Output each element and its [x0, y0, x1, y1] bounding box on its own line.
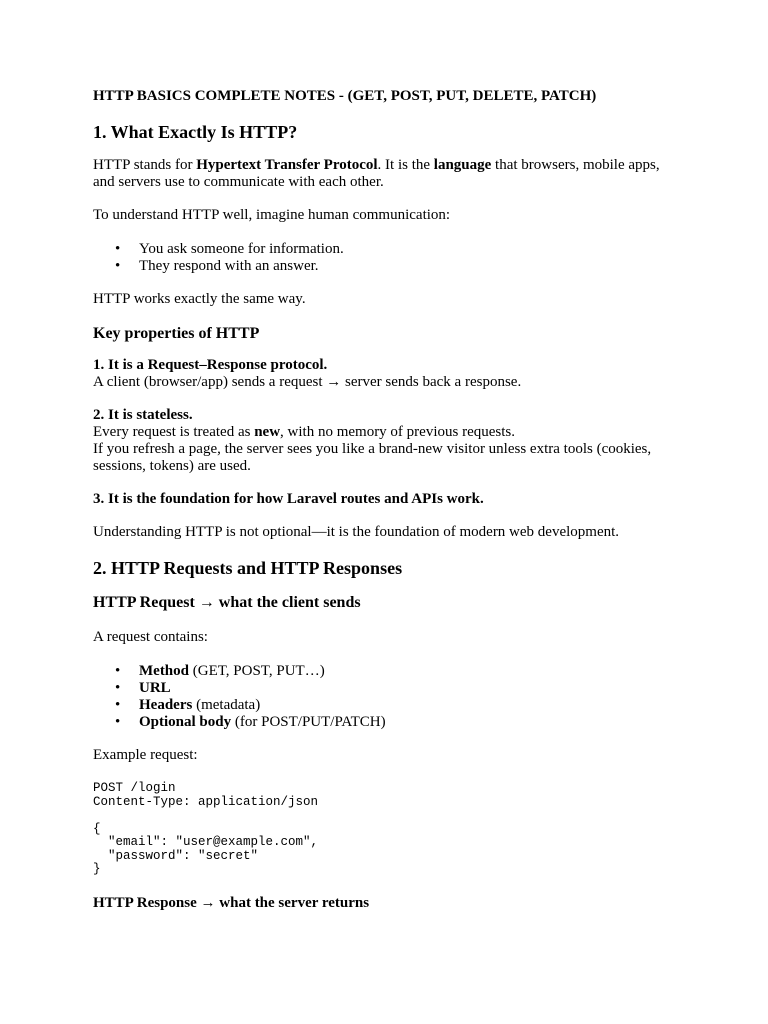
list-item-bold: URL: [139, 680, 171, 696]
property-2-bold-new: new: [254, 424, 281, 440]
bullet-icon: •: [115, 680, 121, 696]
section-2-heading: 2. HTTP Requests and HTTP Responses: [93, 558, 403, 578]
response-heading: HTTP Response → what the server returns: [93, 894, 370, 911]
example-label: Example request:: [93, 747, 198, 763]
key-properties-heading: Key properties of HTTP: [93, 325, 260, 342]
bullet-icon: •: [115, 663, 121, 679]
property-2-text-2: If you refresh a page, the server sees you like a brand-new visitor unless extra tools (cookies, sessions, tokens) are used.: [93, 441, 652, 474]
list-item: [115, 663, 683, 680]
understand-paragraph: To understand HTTP well, imagine human communication:: [93, 207, 451, 223]
property-2-text-pre: Every request is treated as: [93, 424, 255, 440]
list-item: [115, 258, 683, 275]
contains-paragraph: A request contains:: [93, 629, 208, 645]
property-1-text: A client (browser/app) sends a request → server sends back a response.: [93, 374, 522, 390]
property-2-text: [93, 424, 683, 441]
list-item: [115, 714, 683, 731]
intro-bold-language: language: [433, 157, 492, 173]
http-intro-paragraph: [93, 157, 683, 191]
bullet-icon: •: [115, 697, 121, 713]
list-item: [115, 680, 683, 697]
request-heading: HTTP Request → what the client sends: [93, 594, 361, 611]
document-title: HTTP BASICS COMPLETE NOTES - (GET, POST, PUT, DELETE, PATCH): [93, 88, 597, 104]
property-3-title: 3. It is the foundation for how Laravel routes and APIs work.: [93, 491, 484, 507]
list-item-bold: Headers: [139, 697, 193, 713]
intro-text-post: that browsers, mobile apps, and servers use to communicate with each other.: [93, 157, 660, 190]
conclusion-paragraph: Understanding HTTP is not optional—it is the foundation of modern web development.: [93, 524, 620, 540]
property-2-text-post: , with no memory of previous requests.: [280, 424, 515, 440]
list-item-text: (GET, POST, PUT…): [189, 663, 325, 679]
property-1-title: 1. It is a Request–Response protocol.: [93, 357, 328, 373]
list-item: [115, 241, 683, 258]
section-1-heading: 1. What Exactly Is HTTP?: [93, 122, 298, 142]
bullet-icon: •: [115, 241, 121, 257]
intro-bold-protocol: Hypertext Transfer Protocol: [196, 157, 378, 173]
bullet-icon: •: [115, 714, 121, 730]
list-item-text: They respond with an answer.: [139, 258, 319, 274]
property-2-title: 2. It is stateless.: [93, 407, 193, 423]
list-item-bold: Method: [139, 663, 189, 679]
same-way-paragraph: HTTP works exactly the same way.: [93, 291, 306, 307]
communication-list: [93, 241, 683, 275]
code-block: POST /login Content-Type: application/json { "email": "user@example.com", "password": "secret" }: [93, 781, 319, 876]
list-item: [115, 697, 683, 714]
intro-text-mid: . It is the: [377, 157, 434, 173]
list-item-bold: Optional body: [139, 714, 232, 730]
bullet-icon: •: [115, 258, 121, 274]
list-item-text: (for POST/PUT/PATCH): [231, 714, 386, 730]
request-contents-list: [93, 663, 683, 731]
list-item-text: (metadata): [192, 697, 261, 713]
list-item-text: You ask someone for information.: [139, 241, 344, 257]
intro-text: HTTP stands for: [93, 157, 197, 173]
document-page: [93, 88, 683, 912]
